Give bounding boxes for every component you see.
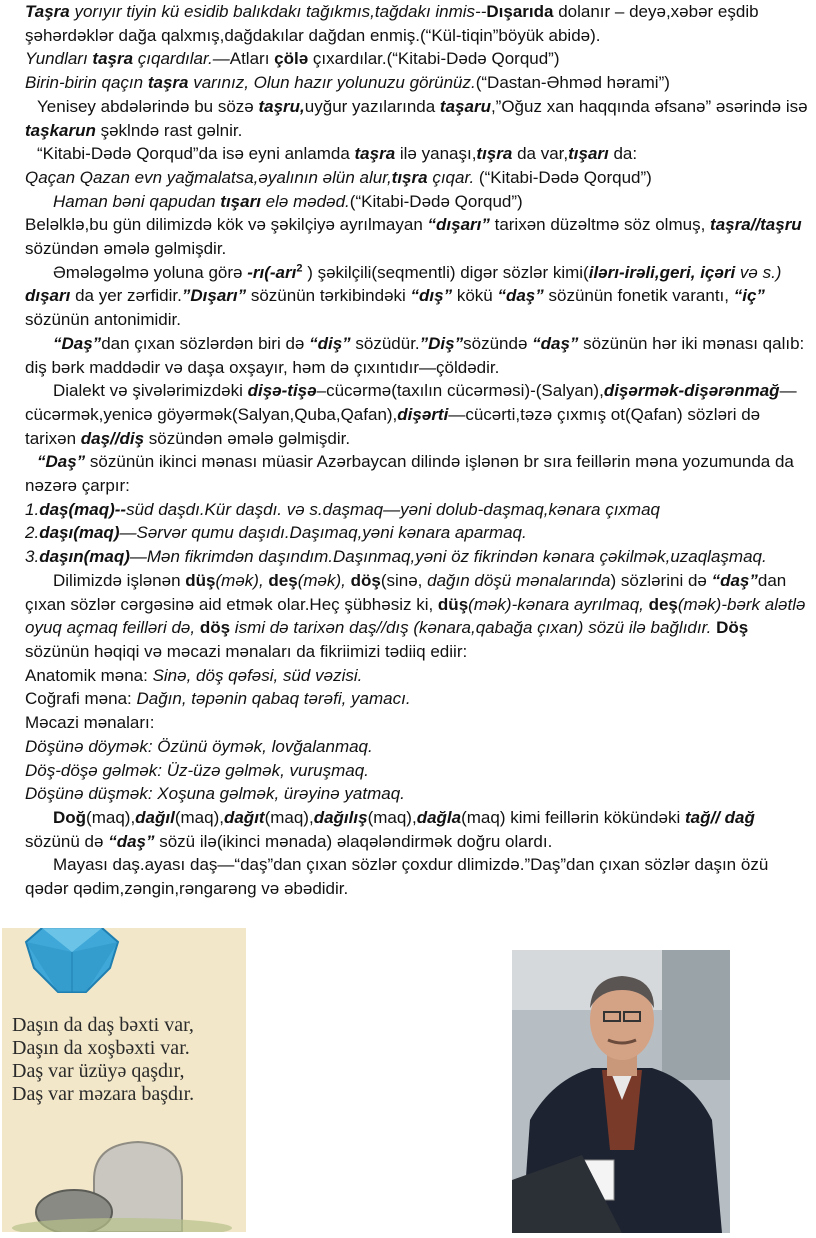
paragraph-8 [25, 213, 813, 260]
term: ilərı-irəli,geri, içəri [588, 262, 736, 282]
paragraph-21 [25, 759, 813, 783]
text: və s.) [735, 262, 782, 282]
source: (“Kitabi-Dədə Qorqud”) [349, 191, 523, 211]
label: Məcazi mənaları: [25, 713, 155, 733]
text: (mək)-kənara ayrılmaq, [468, 594, 649, 614]
term: daş//diş [80, 428, 145, 448]
text: (mək), [215, 570, 269, 590]
list-item-1 [25, 498, 813, 522]
quote-text: varınız, Olun hazır yolunuzu görünüz. [188, 73, 476, 93]
paragraph-3 [25, 71, 813, 95]
term: taşra//taşru [710, 215, 802, 235]
poem-card-image [2, 928, 246, 1232]
list-number: 3. [25, 547, 40, 567]
term: “iç” [733, 286, 765, 306]
source: (“Kitabi-Dədə Qorqud”) [474, 167, 652, 187]
term: dağılış [313, 807, 368, 827]
text: (maq) kimi feillərin kökündəki [461, 807, 685, 827]
term: Dışarıda [486, 2, 554, 21]
term: ”Diş” [419, 333, 464, 353]
paragraph-2 [25, 47, 813, 71]
paragraph-11 [25, 379, 813, 450]
paragraph-1 [25, 0, 813, 47]
term: -rı(-arı [247, 262, 297, 282]
text: sözündən əmələ gəlmişdir. [144, 428, 351, 448]
term: tışra [391, 167, 428, 187]
text: —cücərmək,yenicə göyərmək(Salyan,Quba,Qafan), [25, 381, 797, 424]
term: “daş” [108, 831, 155, 851]
poem-line: Daş var üzüyə qaşdır, [12, 1060, 185, 1082]
text: ) sözlərini də [610, 570, 712, 590]
idiom: Döş-döşə gəlmək: Üz-üzə gəlmək, vuruşmaq. [25, 760, 369, 780]
text: da var, [512, 144, 569, 164]
text: ) şəkilçili(seqmentli) digər sözlər kimi( [302, 262, 589, 282]
paragraph-24 [25, 853, 813, 900]
text: uyğur yazılarında [304, 96, 440, 116]
text: sözünün tərkibindəki [246, 286, 411, 306]
term: “daş” [497, 286, 544, 306]
text: dan çıxan sözlərdən biri də [101, 333, 310, 353]
list-number: 1. [25, 499, 40, 519]
text: Dağın, təpənin qabaq tərəfi, yamacı. [136, 689, 411, 709]
idiom: Döşünə düşmək: Xoşuna gəlmək, ürəyinə yatmaq. [25, 784, 405, 804]
text: sözünün fonetik varantı, [543, 286, 734, 306]
paragraph-18 [25, 687, 813, 711]
text: dan çıxan sözlər cərgəsinə aid etmək olar.Heç şübhəsiz ki, [25, 570, 787, 614]
text: kökü [452, 286, 498, 306]
term: dağıt [223, 807, 265, 827]
text: Beləlklə,bu gün dilimizdə kök və şəkilçiyə ayrılmayan [25, 215, 428, 235]
text: Dialekt və şivələrimizdəki [53, 381, 248, 401]
text: sözünün ikinci mənası müasir Azərbaycan dilində işlənən br sıra feillərin məna yozumunda da nəzərə çarpır: [25, 452, 794, 496]
superscript: 2 [296, 262, 303, 275]
text: —cücərti,təzə çıxmış ot(Qafan) sözləri də tarixən [25, 404, 761, 448]
text: ilə yanaşı, [395, 144, 477, 164]
term: taşra [354, 144, 396, 164]
text: (maq), [264, 807, 314, 827]
term: taşkarun [25, 120, 96, 140]
poem-text [12, 1014, 194, 1106]
term: daşın(maq) [39, 547, 130, 567]
text: (maq), [86, 807, 136, 827]
text: (mək)-bərk alətlə oyuq açmaq feilləri də, [25, 594, 806, 638]
term: dağıl [135, 807, 175, 827]
text: dolanır – deyə,xəbər eşdib şəhərdəklər dağa qalxmış,dağdakılar dağdan enmiş.(“Kül-tiqin”böyük abidə). [25, 2, 759, 45]
paragraph-16 [25, 569, 813, 664]
paragraph-7 [25, 190, 813, 214]
term: daşı(maq) [39, 523, 120, 543]
term: deş [648, 594, 678, 614]
quote-text: —Sərvər qumu daşıdı.Daşımaq,yəni kənara aparmaq. [119, 523, 527, 543]
term: Doğ [53, 807, 87, 827]
text: sözünün hər iki mənası qalıb: diş bərk maddədir və daşa oxşayır, həm də çıxıntıdır—çöldədir. [25, 333, 805, 377]
term: “diş” [309, 333, 351, 353]
term: tışra [476, 144, 513, 164]
quote-text: —Mən fikrimdən daşındım.Daşınmaq,yəni öz fikrindən kənara çəkilmək,uzaqlaşmaq. [129, 547, 767, 567]
source: (“Dastan-Əhməd hərami”) [475, 73, 670, 93]
text: Yenisey abdələrində bu sözə [37, 96, 259, 116]
paragraph-6 [25, 166, 813, 190]
quote-text: Haman bəni qapudan [53, 191, 221, 211]
term: “Daş” [53, 333, 102, 353]
quote-text: Yundları [25, 49, 93, 69]
term: dişərti [397, 404, 449, 424]
term: dişə-tişə [247, 381, 317, 401]
label: Coğrafi məna: [25, 689, 137, 709]
quote-text: çıqar. [427, 167, 475, 187]
text: –cücərmə(taxılın cücərməsi)-(Salyan), [316, 381, 604, 401]
term: deş [268, 570, 298, 590]
author-photo [512, 950, 730, 1233]
quote-text: Qaçan Qazan evn yağmalatsa,əyalının əlün alur, [25, 167, 392, 187]
text: Mayası daş.ayası daş—“daş”dan çıxan sözlər çoxdur dlimizdə.”Daş”dan çıxan sözlər daşın özü qədər qədim,zəngin,rəngarəng və əbədidir. [25, 855, 769, 899]
term: “dışarı” [427, 215, 490, 235]
term: taşra [92, 49, 134, 69]
text: ,”Oğuz xan haqqında əfsanə” əsərində isə [490, 96, 808, 116]
term: taşaru [439, 96, 491, 116]
quote-text: Birin-birin qaçın [25, 73, 148, 93]
term: düş [437, 594, 469, 614]
text: sözündə [463, 333, 533, 353]
poem-line: Daşın da daş bəxti var, [12, 1014, 194, 1036]
text: sözünün antonimidir. [25, 310, 181, 330]
paragraph-10 [25, 332, 813, 379]
paragraph-5 [25, 142, 813, 166]
text: sözüdür. [350, 333, 420, 353]
term: dışarı [25, 286, 71, 306]
portrait-illustration [512, 950, 730, 1233]
text: dağın döşü mənalarında [427, 570, 611, 590]
paragraph-20 [25, 735, 813, 759]
text: sözü ilə(ikinci mənada) əlaqələndirmək doğru olardı. [154, 831, 553, 851]
text: çıxardılar.(“Kitabi-Dədə Qorqud”) [308, 49, 560, 69]
text: sözünü də [25, 831, 109, 851]
poem-line: Daş var məzara başdır. [12, 1083, 195, 1105]
text: Sinə, döş qəfəsi, süd vəzisi. [152, 665, 363, 685]
text: tarixən düzəltmə söz olmuş, [489, 215, 711, 235]
text: da: [608, 144, 638, 164]
term: tağ// dağ [685, 807, 755, 827]
term: tışarı [220, 191, 261, 211]
text: sözündən əmələ gəlmişdir. [25, 239, 227, 259]
text: (sinə, [380, 570, 428, 590]
label: Anatomik məna: [25, 665, 153, 685]
text: ismi də tarixən daş//dış (kənara,qabağa çıxan) sözü ilə bağlıdır. [230, 618, 717, 638]
text: şəklndə rast gəlnir. [95, 120, 243, 140]
paragraph-23 [25, 806, 813, 853]
text: (mək), [297, 570, 351, 590]
paragraph-22 [25, 782, 813, 806]
text: (maq), [174, 807, 224, 827]
paragraph-12 [25, 450, 813, 497]
text: Əmələgəlmə yoluna görə [53, 262, 248, 282]
term: Taşra [25, 2, 70, 21]
text: sözünün həqiqi və məcazi mənaları da fikriimizi tədiiq ediir: [25, 641, 468, 661]
quote-text: süd daşdı.Kür daşdı. və s.daşmaq—yəni dolub-daşmaq,kənara çıxmaq [126, 499, 660, 519]
term: Döş [716, 618, 749, 638]
paragraph-17 [25, 664, 813, 688]
term: taşra [147, 73, 189, 93]
article-body [25, 0, 813, 901]
quote-text: yorıyır tiyin kü esidib balıkdakı tağıkmıs,tağdakı inmis-- [69, 2, 487, 21]
text: “Kitabi-Dədə Qorqud”da isə eyni anlamda [37, 144, 355, 164]
quote-text: elə mədəd. [260, 191, 350, 211]
text: Atları [229, 49, 275, 69]
paragraph-19 [25, 711, 813, 735]
text: Dilimizdə işlənən [53, 570, 186, 590]
term: “daş” [532, 333, 579, 353]
quote-text: çıqardılar.— [133, 49, 230, 69]
list-item-2 [25, 521, 813, 545]
term: çölə [274, 49, 309, 69]
term: “daş” [711, 570, 758, 590]
poem-line: Daşın da xoşbəxti var. [12, 1037, 190, 1059]
list-number: 2. [25, 523, 40, 543]
paragraph-9 [25, 261, 813, 332]
term: “dış” [410, 286, 453, 306]
text: da yer zərfidir. [70, 286, 182, 306]
term: dağla [416, 807, 462, 827]
term: tışarı [568, 144, 609, 164]
term: “Daş” [37, 452, 86, 472]
text: (maq), [367, 807, 417, 827]
term: taşru, [258, 96, 305, 116]
term: daş(maq)-- [39, 499, 127, 519]
term: döş [350, 570, 381, 590]
list-item-3 [25, 545, 813, 569]
term: ”Dışarı” [181, 286, 247, 306]
term: döş [199, 618, 231, 638]
term: dişərmək-dişərənmağ [603, 381, 780, 401]
term: düş [185, 570, 216, 590]
idiom: Döşünə döymək: Özünü öymək, lovğalanmaq. [25, 736, 373, 756]
paragraph-4 [25, 95, 813, 142]
